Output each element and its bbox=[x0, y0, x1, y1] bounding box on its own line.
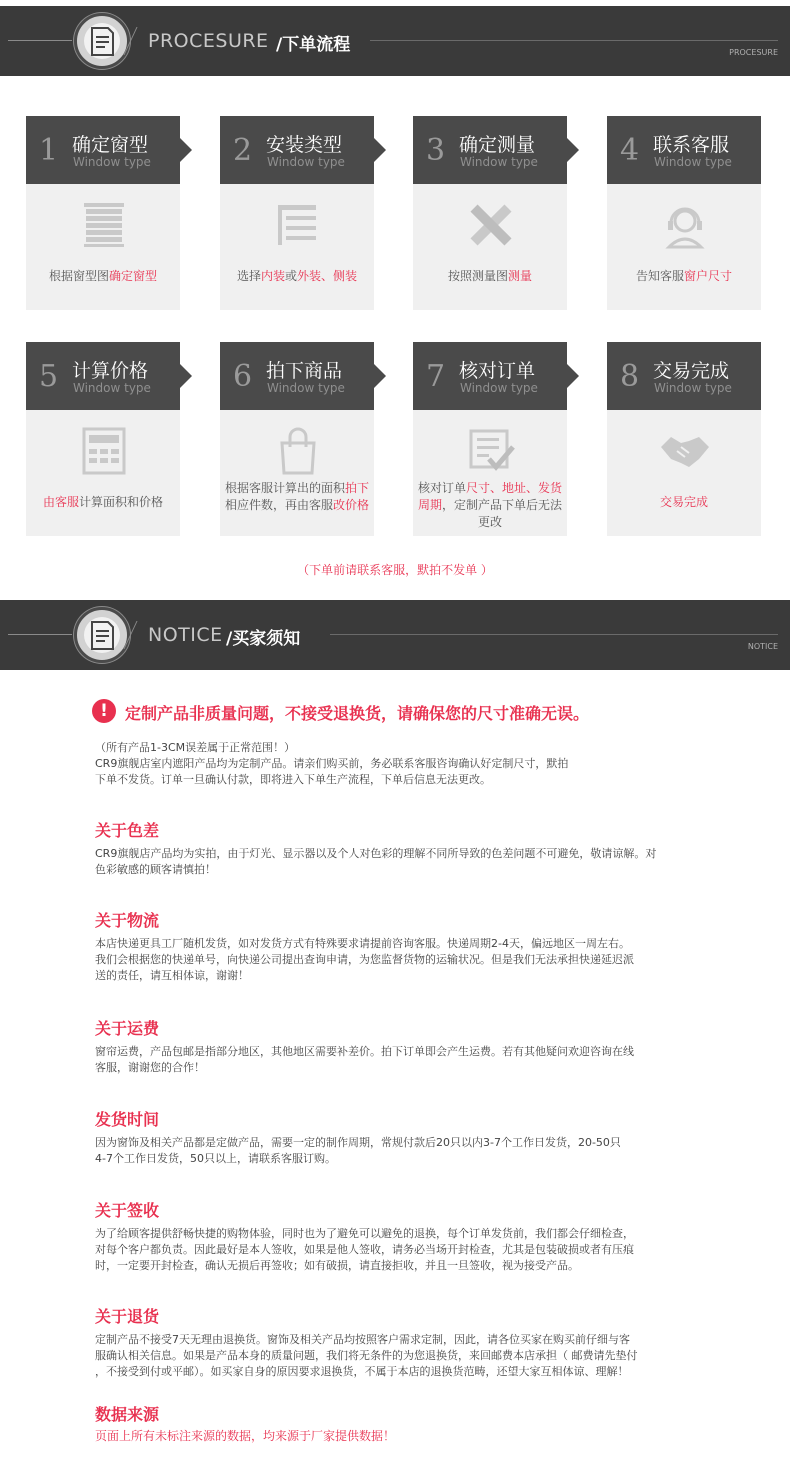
section-tag: NOTICE bbox=[747, 642, 778, 651]
section-line: 时，一定要开封检查，确认无损后再签收；如有破损，请直接拒收，并且一旦签收，视为接受产品。 bbox=[95, 1259, 579, 1272]
step-description-part: 或 bbox=[285, 269, 298, 283]
section-line: 客服，谢谢您的合作！ bbox=[95, 1061, 205, 1074]
intro-text bbox=[95, 740, 715, 788]
step-number: 7 bbox=[426, 359, 446, 394]
section-line: 色彩敏感的顾客请慎拍！ bbox=[95, 863, 216, 876]
intro-line: 下单不发货。订单一旦确认付款，即将进入下单生产流程，下单后信息无法更改。 bbox=[95, 773, 491, 786]
divider bbox=[370, 40, 778, 41]
step-description-part: 内装 bbox=[260, 269, 285, 283]
arrow-icon bbox=[567, 364, 579, 388]
step-body bbox=[607, 184, 761, 310]
arrow-icon bbox=[180, 364, 192, 388]
step-body bbox=[220, 410, 374, 536]
step-description-part: 交易完成 bbox=[659, 495, 708, 509]
step-description bbox=[222, 268, 372, 285]
step-number: 1 bbox=[39, 133, 59, 168]
step-subtitle: Window type bbox=[460, 381, 538, 395]
step-number: 6 bbox=[233, 359, 253, 394]
procesure-badge bbox=[74, 13, 130, 69]
step-header bbox=[413, 116, 567, 184]
step-subtitle: Window type bbox=[267, 381, 345, 395]
step-description-part: 改价格 bbox=[333, 498, 370, 512]
notice-badge bbox=[74, 607, 130, 663]
section-line: 4-7个工作日发货，50只以上，请联系客服订购。 bbox=[95, 1152, 336, 1165]
step-description-part: 窗户尺寸 bbox=[684, 269, 733, 283]
step-description-part: 尺寸、地址、发货周期 bbox=[417, 481, 563, 512]
step-body bbox=[220, 184, 374, 310]
step-description-part: 根据客服计算出的面积 bbox=[224, 481, 345, 495]
step-header bbox=[607, 342, 761, 410]
section-heading: 关于物流 bbox=[95, 911, 160, 930]
step-title: 安装类型 bbox=[266, 134, 343, 156]
step-title: 交易完成 bbox=[653, 360, 730, 382]
intro-line: （所有产品1-3CM误差属于正常范围！） bbox=[95, 741, 296, 754]
step-header bbox=[220, 342, 374, 410]
arrow-icon bbox=[180, 138, 192, 162]
section-line: CR9旗舰店产品均为实拍，由于灯光、显示器以及个人对色彩的理解不同所导致的色差问题不可避免，敬请谅解。对 bbox=[95, 847, 657, 860]
document-icon bbox=[87, 25, 117, 59]
step-card bbox=[607, 116, 761, 310]
step-body bbox=[413, 410, 567, 536]
step-number: 3 bbox=[426, 133, 446, 168]
section-heading: 关于色差 bbox=[95, 821, 160, 840]
section-body bbox=[95, 1332, 715, 1380]
step-card bbox=[220, 342, 374, 536]
exclamation-icon: ! bbox=[92, 699, 116, 723]
step-header bbox=[26, 342, 180, 410]
section-line: 页面上所有未标注来源的数据，均来源于厂家提供数据！ bbox=[95, 1429, 396, 1443]
step-description bbox=[415, 480, 565, 531]
step-description-part: 相应件数，再由客服 bbox=[224, 498, 333, 512]
step-number: 5 bbox=[39, 359, 59, 394]
notice-banner bbox=[0, 600, 790, 670]
step-subtitle: Window type bbox=[267, 155, 345, 169]
step-subtitle: Window type bbox=[460, 155, 538, 169]
step-description bbox=[12, 494, 194, 511]
step-body bbox=[26, 184, 180, 310]
divider bbox=[8, 40, 72, 41]
step-description-part: 核对订单 bbox=[417, 481, 466, 495]
section-line: 我们会根据您的快递单号，向快递公司提出查询申请，为您监督货物的运输状况。但是我们无法承担快递延迟派 bbox=[95, 953, 634, 966]
section-body bbox=[95, 1428, 715, 1444]
section-line: 本店快递更具工厂随机发货，如对发货方式有特殊要求请提前咨询客服。快递周期2-4天，偏远地区一周左右。 bbox=[95, 937, 630, 950]
procesure-banner bbox=[0, 6, 790, 76]
step-title: 计算价格 bbox=[72, 360, 149, 382]
divider bbox=[330, 634, 778, 635]
section-body bbox=[95, 936, 715, 984]
arrow-icon bbox=[567, 138, 579, 162]
section-line: 窗帘运费，产品包邮是指部分地区，其他地区需要补差价。拍下订单即会产生运费。若有其他疑问欢迎咨询在线 bbox=[95, 1045, 634, 1058]
step-card bbox=[413, 342, 567, 536]
step-description bbox=[609, 494, 759, 511]
step-number: 4 bbox=[620, 133, 640, 168]
step-title: 核对订单 bbox=[459, 360, 536, 382]
section-tag: PROCESURE bbox=[729, 48, 778, 57]
step-description-part: 选择 bbox=[236, 269, 261, 283]
section-heading: 关于退货 bbox=[95, 1307, 160, 1326]
step-subtitle: Window type bbox=[654, 381, 732, 395]
section-title-en: NOTICE bbox=[148, 624, 223, 646]
step-card bbox=[26, 342, 180, 536]
intro-line: CR9旗舰店室内遮阳产品均为定制产品。请亲们购买前，务必联系客服咨询确认好定制尺寸，默拍 bbox=[95, 757, 569, 770]
document-icon bbox=[87, 619, 117, 653]
step-subtitle: Window type bbox=[73, 155, 151, 169]
step-header bbox=[220, 116, 374, 184]
step-card bbox=[220, 116, 374, 310]
section-heading: 发货时间 bbox=[95, 1110, 160, 1129]
step-number: 8 bbox=[620, 359, 640, 394]
section-title-en: PROCESURE bbox=[148, 30, 269, 52]
step-body bbox=[607, 410, 761, 536]
step-description-part: 计算面积和价格 bbox=[79, 495, 164, 509]
step-description-part: 确定窗型 bbox=[109, 269, 158, 283]
arrow-icon bbox=[374, 364, 386, 388]
section-title-cn: /买家须知 bbox=[226, 629, 301, 649]
step-title: 确定测量 bbox=[459, 134, 536, 156]
step-subtitle: Window type bbox=[654, 155, 732, 169]
arrow-icon bbox=[374, 138, 386, 162]
step-card bbox=[26, 116, 180, 310]
section-line: ，不接受到付或平邮）。如买家自身的原因要求退换货，不属于本店的退换货范畴，还望大家互相体谅、理解！ bbox=[95, 1365, 629, 1378]
section-line: 对每个客户都负责。因此最好是本人签收，如果是他人签收，请务必当场开封检查，尤其是包装破损或者有压痕 bbox=[95, 1243, 634, 1256]
section-title-cn: /下单流程 bbox=[276, 35, 351, 55]
section-line: 因为窗饰及相关产品都是定做产品，需要一定的制作周期，常规付款后20只以内3-7个工作日发货，20-50只 bbox=[95, 1136, 621, 1149]
warning-text: 定制产品非质量问题，不接受退换货，请确保您的尺寸准确无误。 bbox=[125, 704, 590, 723]
section-body bbox=[95, 1044, 715, 1076]
section-line: 送的责任，请互相体谅，谢谢！ bbox=[95, 969, 249, 982]
step-card bbox=[413, 116, 567, 310]
step-title: 拍下商品 bbox=[266, 360, 343, 382]
step-title: 联系客服 bbox=[653, 134, 730, 156]
step-card bbox=[607, 342, 761, 536]
step-header bbox=[26, 116, 180, 184]
step-description-part: 根据窗型图 bbox=[48, 269, 109, 283]
step-description-part: 测量 bbox=[508, 269, 533, 283]
order-note: （下单前请联系客服，默拍不发单 ） bbox=[297, 563, 493, 577]
section-line: 为了给顾客提供舒畅快捷的购物体验，同时也为了避免可以避免的退换，每个订单发货前，我们都会仔细检查， bbox=[95, 1227, 634, 1240]
section-body bbox=[95, 846, 715, 878]
step-description-part: 由客服 bbox=[42, 495, 79, 509]
section-line: 定制产品不接受7天无理由退换货。窗饰及相关产品均按照客户需求定制，因此，请各位买家在购买前仔细与客 bbox=[95, 1333, 630, 1346]
step-description bbox=[415, 268, 565, 285]
step-description bbox=[609, 268, 759, 285]
step-description-part: 告知客服 bbox=[635, 269, 684, 283]
section-body bbox=[95, 1226, 715, 1274]
step-header bbox=[413, 342, 567, 410]
divider bbox=[8, 634, 72, 635]
section-body bbox=[95, 1135, 715, 1167]
step-number: 2 bbox=[233, 133, 253, 168]
section-heading: 数据来源 bbox=[95, 1405, 160, 1424]
section-heading: 关于运费 bbox=[95, 1019, 160, 1038]
step-description-part: 拍下 bbox=[345, 481, 370, 495]
step-body bbox=[26, 410, 180, 536]
step-subtitle: Window type bbox=[73, 381, 151, 395]
step-title: 确定窗型 bbox=[72, 134, 149, 156]
step-description bbox=[222, 480, 372, 514]
step-description-part: ，定制产品下单后无法更改 bbox=[442, 498, 563, 529]
step-description-part: 外装、侧装 bbox=[297, 269, 358, 283]
step-body bbox=[413, 184, 567, 310]
section-heading: 关于签收 bbox=[95, 1201, 160, 1220]
step-header bbox=[607, 116, 761, 184]
step-description-part: 按照测量图 bbox=[447, 269, 508, 283]
section-line: 服确认相关信息。如果是产品本身的质量问题，我们将无条件的为您退换货，来回邮费本店承担（ 邮费请先垫付 bbox=[95, 1349, 638, 1362]
step-description bbox=[28, 268, 178, 285]
